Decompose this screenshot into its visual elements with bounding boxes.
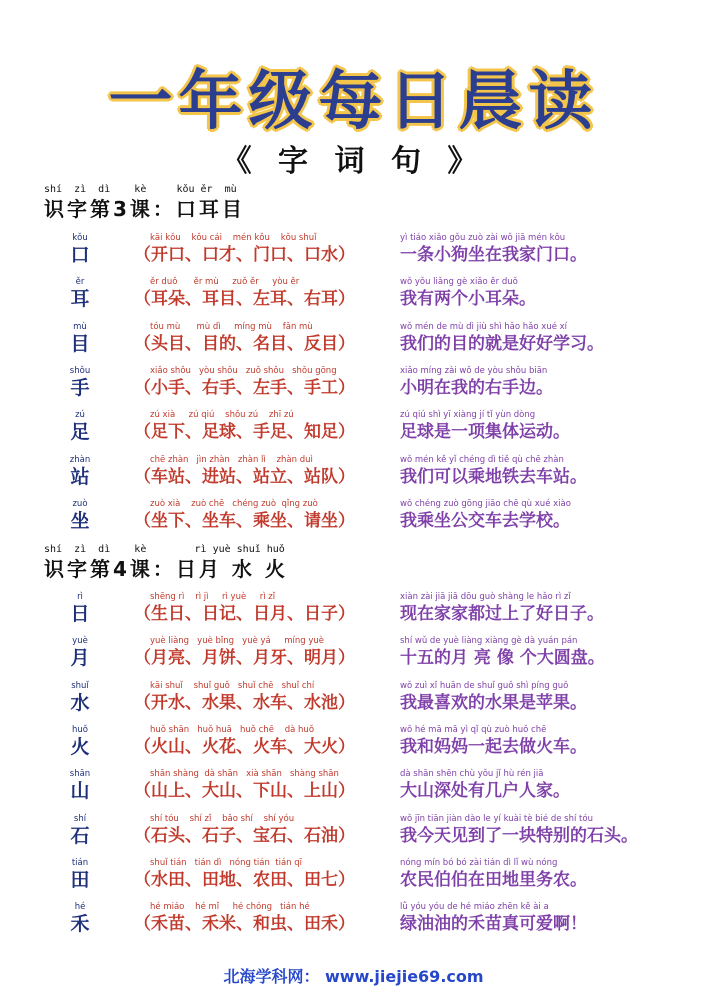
character-text: 日: [70, 603, 90, 625]
example-sentence: [400, 233, 700, 266]
character-text: 站: [70, 465, 90, 488]
word-list-text: （耳朵、耳目、左耳、右耳）: [134, 289, 355, 310]
example-sentence-pinyin: wǒ zuì xǐ huān de shuǐ guǒ shì píng guǒ: [400, 680, 569, 691]
lesson-heading-pinyin: shí zì dì kè rì yuè shuǐ huǒ: [44, 544, 285, 555]
word-list: [134, 769, 396, 802]
word-list-text: （禾苗、禾米、和虫、田禾）: [134, 914, 355, 935]
example-sentence-text: 绿油油的禾苗真可爱啊！: [400, 914, 587, 935]
example-sentence: [400, 277, 700, 310]
character-pinyin: shān: [69, 769, 91, 780]
character-pinyin: shí: [73, 813, 87, 824]
example-sentence-pinyin: dà shān shēn chù yǒu jǐ hù rén jiā: [400, 769, 544, 780]
character-text: 目: [70, 332, 90, 355]
table-row: [0, 410, 707, 452]
word-list-pinyin: chē zhàn jìn zhàn zhàn lì zhàn duì: [150, 454, 313, 465]
word-list: [134, 366, 396, 399]
character: [68, 277, 92, 310]
character: [68, 455, 92, 488]
character: [68, 499, 92, 532]
character-text: 水: [70, 691, 90, 714]
character-text: 耳: [70, 288, 90, 311]
character-text: 足: [70, 421, 90, 444]
example-sentence: [400, 322, 700, 355]
character-pinyin: huǒ: [72, 724, 88, 735]
example-sentence: [400, 725, 700, 758]
word-list: [134, 499, 396, 532]
table-row: [0, 681, 707, 723]
example-sentence: [400, 592, 700, 625]
lesson-heading-1: [44, 184, 245, 222]
character-pinyin: kǒu: [72, 233, 88, 243]
character-text: 石: [70, 824, 90, 847]
character-pinyin: tián: [71, 857, 89, 868]
example-sentence-pinyin: xiàn zài jiā jiā dōu guò shàng le hǎo rì zǐ: [400, 592, 571, 602]
example-sentence-text: 大山深处有几户人家。: [400, 781, 570, 802]
word-list: [134, 725, 396, 758]
word-list-pinyin: kāi kǒu kǒu cái mén kǒu kǒu shuǐ: [150, 233, 317, 243]
word-list: [134, 410, 396, 443]
character: [68, 410, 92, 443]
character: [68, 769, 92, 802]
character-pinyin: shuǐ: [71, 680, 89, 691]
word-list: [134, 902, 396, 935]
table-row: [0, 499, 707, 541]
example-sentence-pinyin: wǒ chéng zuò gōng jiāo chē qù xué xiào: [400, 498, 571, 509]
character-text: 火: [70, 735, 90, 758]
word-list-pinyin: zuò xià zuò chē chéng zuò qǐng zuò: [150, 498, 318, 509]
example-sentence-pinyin: shí wǔ de yuè liàng xiàng gè dà yuán pán: [400, 636, 578, 647]
page-title: 一年级每日晨读: [108, 64, 599, 139]
table-row: [0, 366, 707, 408]
table-row: [0, 858, 707, 900]
character-text: 月: [70, 647, 90, 670]
word-list-pinyin: zú xià zú qiú shǒu zú zhī zú: [150, 410, 294, 421]
word-list-pinyin: huǒ shān huǒ huā huǒ chē dà huǒ: [150, 724, 315, 735]
example-sentence-pinyin: wǒ yǒu liǎng gè xiǎo ěr duǒ: [400, 277, 518, 288]
character: [68, 366, 92, 399]
word-list-text: （火山、火花、火车、大火）: [134, 736, 355, 757]
character-text: 口: [70, 244, 90, 266]
example-sentence: [400, 410, 700, 443]
example-sentence-text: 十五的月 亮 像 个大圆盘。: [400, 648, 605, 669]
example-sentence-text: 足球是一项集体运动。: [400, 422, 570, 443]
character: [68, 858, 92, 891]
example-sentence-text: 我们的目的就是好好学习。: [400, 333, 604, 354]
character-text: 禾: [70, 913, 90, 936]
example-sentence: [400, 636, 700, 669]
table-row: [0, 814, 707, 856]
character-pinyin: shǒu: [69, 365, 91, 376]
example-sentence: [400, 499, 700, 532]
word-list: [134, 814, 396, 847]
character-pinyin: zhàn: [69, 454, 91, 465]
table-row: [0, 233, 707, 275]
word-list-text: （坐下、坐车、乘坐、请坐）: [134, 510, 355, 531]
example-sentence: [400, 902, 700, 935]
word-list-pinyin: shān shàng dà shān xià shān shàng shān: [150, 769, 339, 780]
word-list: [134, 233, 396, 266]
table-row: [0, 769, 707, 811]
word-list: [134, 858, 396, 891]
example-sentence-pinyin: zú qiú shì yī xiàng jí tǐ yùn dòng: [400, 410, 536, 421]
example-sentence-pinyin: wǒ jīn tiān jiàn dào le yí kuài tè bié de shí tóu: [400, 813, 593, 824]
table-row: [0, 636, 707, 678]
word-list-text: （水田、田地、农田、田七）: [134, 869, 355, 890]
word-list: [134, 322, 396, 355]
character: [68, 233, 92, 266]
word-list-pinyin: xiǎo shǒu yòu shǒu zuǒ shǒu shǒu gōng: [150, 365, 337, 376]
word-list-text: （石头、石子、宝石、石油）: [134, 825, 355, 846]
character: [68, 725, 92, 758]
character: [68, 902, 92, 935]
word-list-pinyin: shí tóu shí zǐ bǎo shí shí yóu: [150, 813, 295, 824]
example-sentence-text: 我们可以乘地铁去车站。: [400, 466, 587, 487]
character: [68, 814, 92, 847]
character-pinyin: rì: [77, 592, 83, 602]
table-row: [0, 277, 707, 319]
example-sentence: [400, 858, 700, 891]
word-list-text: （车站、进站、站立、站队）: [134, 466, 355, 487]
page-subtitle: 《 字 词 句 》: [221, 144, 486, 179]
word-list-pinyin: kāi shuǐ shuǐ guǒ shuǐ chē shuǐ chí: [150, 680, 315, 691]
character-pinyin: mù: [73, 321, 87, 332]
word-list: [134, 455, 396, 488]
example-sentence: [400, 455, 700, 488]
example-sentence-text: 农民伯伯在田地里务农。: [400, 869, 587, 890]
example-sentence: [400, 769, 700, 802]
character: [68, 592, 92, 625]
character: [68, 636, 92, 669]
word-list-text: （开水、水果、水车、水池）: [134, 692, 355, 713]
lesson-heading-title: 识字第3课：口耳目: [44, 197, 245, 221]
character-pinyin: hé: [74, 902, 86, 913]
word-list-text: （山上、大山、下山、上山）: [134, 781, 355, 802]
example-sentence-pinyin: wǒ mén de mù dì jiù shì hǎo hǎo xué xí: [400, 321, 568, 332]
table-row: [0, 902, 707, 944]
word-list-pinyin: hé miáo hé mǐ hé chóng tián hé: [150, 902, 310, 913]
word-list: [134, 277, 396, 310]
table-row: [0, 592, 707, 634]
example-sentence-pinyin: nóng mín bó bó zài tián dì lǐ wù nóng: [400, 857, 558, 868]
character-pinyin: zuò: [72, 498, 88, 509]
example-sentence: [400, 681, 700, 714]
example-sentence-text: 现在家家都过上了好日子。: [400, 604, 604, 624]
footer-website: 北海学科网： www.jiejie69.com: [223, 967, 484, 986]
example-sentence-text: 一条小狗坐在我家门口。: [400, 245, 587, 265]
word-list: [134, 681, 396, 714]
word-list-text: （生日、日记、日月、日子）: [134, 604, 355, 624]
character-text: 手: [70, 376, 90, 399]
word-list-text: （足下、足球、手足、知足）: [134, 422, 355, 443]
word-list: [134, 592, 396, 625]
character-pinyin: zú: [75, 410, 85, 421]
lesson-heading-2: [44, 544, 288, 582]
table-row: [0, 725, 707, 767]
word-list-text: （小手、右手、左手、手工）: [134, 377, 355, 398]
example-sentence-pinyin: yì tiáo xiǎo gǒu zuò zài wǒ jiā mén kǒu: [400, 233, 566, 243]
example-sentence-text: 小明在我的右手边。: [400, 377, 553, 398]
example-sentence-pinyin: wǒ hé mā mā yì qǐ qù zuò huǒ chē: [400, 724, 547, 735]
example-sentence-pinyin: lǜ yóu yóu de hé miáo zhēn kě ài a: [400, 902, 549, 913]
character-text: 山: [70, 780, 90, 803]
example-sentence-text: 我今天见到了一块特别的石头。: [400, 825, 638, 846]
character-text: 田: [70, 868, 90, 891]
example-sentence-text: 我有两个小耳朵。: [400, 289, 536, 310]
example-sentence-text: 我最喜欢的水果是苹果。: [400, 692, 587, 713]
example-sentence-text: 我和妈妈一起去做火车。: [400, 736, 587, 757]
word-list-pinyin: tóu mù mù dì míng mù fǎn mù: [150, 321, 313, 332]
example-sentence-text: 我乘坐公交车去学校。: [400, 510, 570, 531]
example-sentence: [400, 366, 700, 399]
character-pinyin: yuè: [72, 636, 88, 647]
word-list-pinyin: yuè liàng yuè bǐng yuè yá míng yuè: [150, 636, 325, 647]
word-list-pinyin: ěr duǒ ěr mù zuǒ ěr yòu ěr: [150, 277, 300, 288]
table-row: [0, 322, 707, 364]
example-sentence: [400, 814, 700, 847]
character: [68, 681, 92, 714]
character: [68, 322, 92, 355]
table-row: [0, 455, 707, 497]
lesson-heading-title: 识字第4课：日月 水 火: [44, 557, 288, 581]
lesson-heading-pinyin: shí zì dì kè kǒu ěr mù: [44, 184, 237, 195]
word-list: [134, 636, 396, 669]
example-sentence-pinyin: wǒ mén kě yǐ chéng dì tiě qù chē zhàn: [400, 454, 564, 465]
example-sentence-pinyin: xiǎo míng zài wǒ de yòu shǒu biān: [400, 365, 548, 376]
word-list-text: （开口、口才、门口、口水）: [134, 245, 355, 265]
word-list-pinyin: shēng rì rì jì rì yuè rì zǐ: [150, 592, 276, 602]
character-pinyin: ěr: [75, 277, 85, 288]
character-text: 坐: [70, 509, 90, 532]
word-list-text: （头目、目的、名目、反目）: [134, 333, 355, 354]
word-list-text: （月亮、月饼、月牙、明月）: [134, 648, 355, 669]
word-list-pinyin: shuǐ tián tián dì nóng tián tián qī: [150, 857, 303, 868]
